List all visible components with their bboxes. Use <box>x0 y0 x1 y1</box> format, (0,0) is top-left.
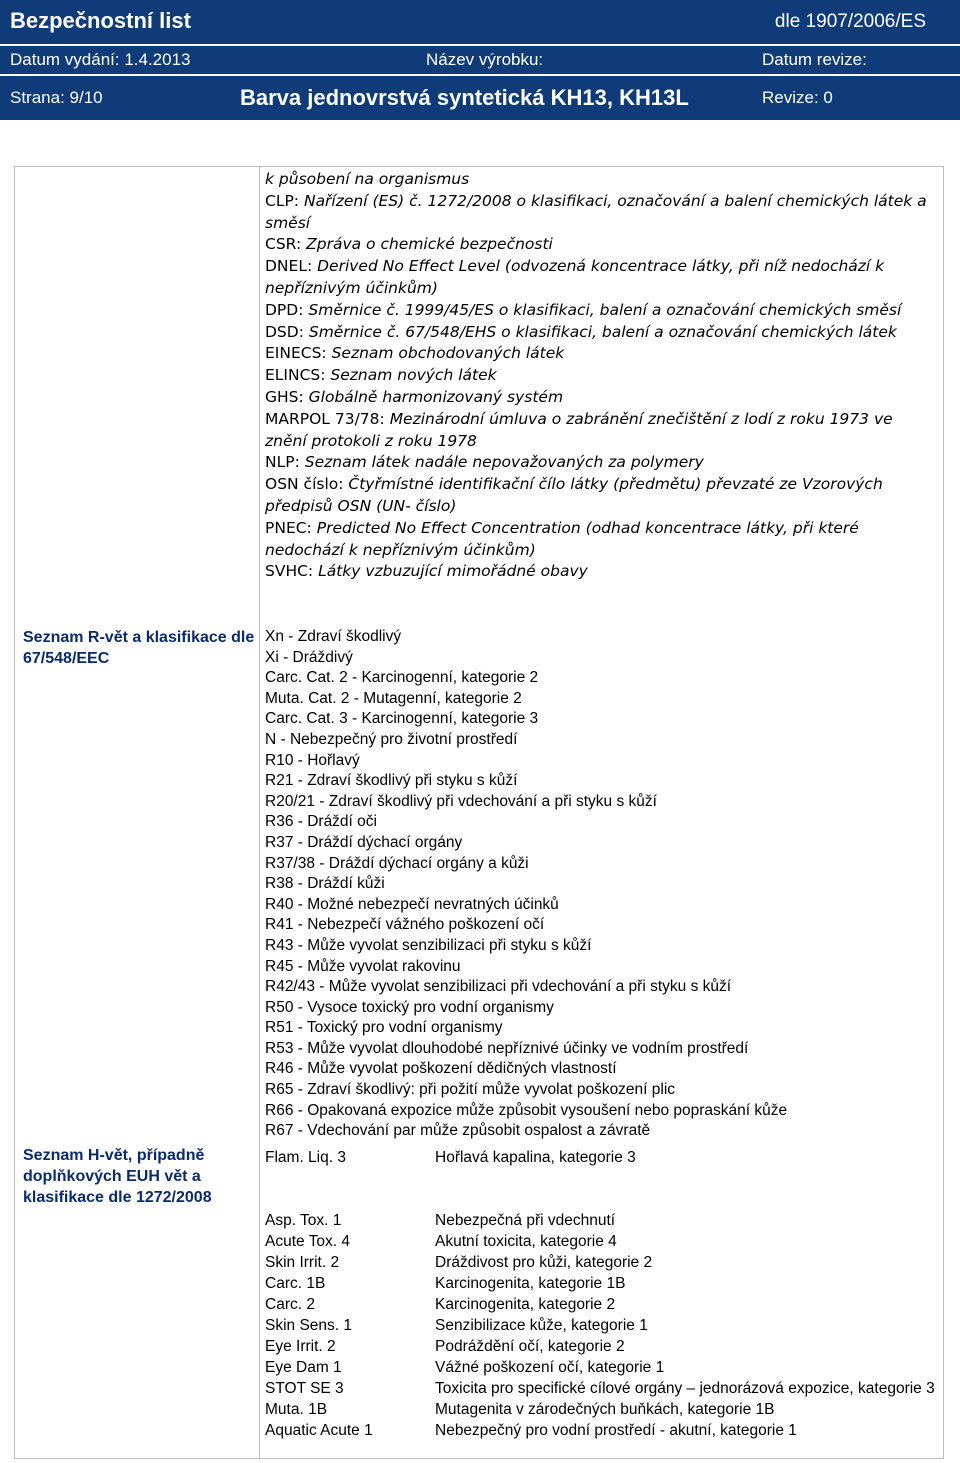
r-phrase-item: R20/21 - Zdraví škodlivý při vdechování a při styku s kůží <box>265 792 657 810</box>
abbreviation-key: GHS: <box>265 387 309 406</box>
header-row-title <box>0 0 960 44</box>
hazard-class-description: Vážné poškození očí, kategorie 1 <box>435 1359 665 1376</box>
abbreviation-item <box>265 300 935 322</box>
hazard-class-description: Karcinogenita, kategorie 1B <box>435 1275 626 1292</box>
h-classification-row <box>265 1294 935 1315</box>
abbreviation-item <box>265 474 935 518</box>
abbreviation-item <box>265 561 935 583</box>
product-name-label: Název výrobku: <box>426 50 544 69</box>
r-phrase-item: Xi - Dráždivý <box>265 648 353 666</box>
h-classification-row <box>265 1420 935 1441</box>
hazard-class-code: Skin Sens. 1 <box>265 1317 353 1334</box>
document-title: Bezpečnostní list <box>10 8 191 33</box>
abbreviation-value: Seznam nových látek <box>330 366 497 385</box>
revision-date-label: Datum revize: <box>762 50 867 69</box>
h-classification-row <box>265 1252 935 1273</box>
r-phrase-item: R43 - Může vyvolat senzibilizaci při styku s kůží <box>265 936 592 954</box>
hazard-class-code: Eye Dam 1 <box>265 1359 342 1376</box>
abbreviation-value: Derived No Effect Level (odvozená koncentrace látky, při níž nedochází k nepříznivým účinkům) <box>265 257 885 297</box>
abbreviation-value: Seznam obchodovaných látek <box>331 344 565 363</box>
abbreviation-item <box>265 169 935 191</box>
abbreviation-value: k působení na organismus <box>265 170 470 188</box>
h-classification-row <box>265 1336 935 1357</box>
hazard-class-description: Nebezpečný pro vodní prostředí - akutní, kategorie 1 <box>435 1422 797 1439</box>
r-phrase-item: R46 - Může vyvolat poškození dědičných vlastností <box>265 1060 617 1078</box>
hazard-class-code: STOT SE 3 <box>265 1380 344 1397</box>
hazard-class-description: Podráždění očí, kategorie 2 <box>435 1338 625 1355</box>
r-phrase-item: Carc. Cat. 2 - Karcinogenní, kategorie 2 <box>265 669 539 687</box>
hazard-class-description: Dráždivost pro kůži, kategorie 2 <box>435 1254 653 1271</box>
abbreviation-value: Mezinárodní úmluva o zabránění znečištění z lodí z roku 1973 ve znění protokoli z roku 1978 <box>265 409 893 450</box>
abbreviation-item <box>265 191 935 235</box>
abbreviation-value: Predicted No Effect Concentration (odhad koncentrace látky, při které nedochází k nepříznivým účinkům) <box>265 518 859 559</box>
abbreviation-list <box>265 169 935 583</box>
hazard-class-description: Hořlavá kapalina, kategorie 3 <box>435 1149 636 1166</box>
abbreviation-key: CSR: <box>265 235 307 254</box>
r-phrase-item: R65 - Zdraví škodlivý: při požití může vyvolat poškození plic <box>265 1081 676 1099</box>
hazard-class-code: Asp. Tox. 1 <box>265 1212 342 1229</box>
r-phrase-item: R10 - Hořlavý <box>265 751 360 769</box>
hazard-class-description: Karcinogenita, kategorie 2 <box>435 1296 616 1313</box>
abbreviation-item <box>265 452 935 474</box>
r-phrase-item: R50 - Vysoce toxický pro vodní organismy <box>265 998 554 1016</box>
hazard-class-code: Acute Tox. 4 <box>265 1233 351 1250</box>
h-classification-row <box>265 1231 935 1252</box>
r-phrase-item: R40 - Možné nebezpečí nevratných účinků <box>265 895 559 913</box>
r-phrase-item: N - Nebezpečný pro životní prostředí <box>265 730 518 748</box>
revision-number: Revize: 0 <box>762 88 833 107</box>
r-phrase-item: Carc. Cat. 3 - Karcinogenní, kategorie 3 <box>265 710 539 728</box>
h-classification-row <box>265 1210 935 1231</box>
abbreviation-value: Směrnice č. 1999/45/ES o klasifikaci, balení a označování chemických směsí <box>308 300 902 319</box>
abbreviation-value: Nařízení (ES) č. 1272/2008 o klasifikaci, označování a balení chemických látek a směsí <box>265 191 927 232</box>
abbreviation-item <box>265 365 935 387</box>
h-classification-row <box>265 1273 935 1294</box>
hazard-class-description: Mutagenita v zárodečných buňkách, kategorie 1B <box>435 1401 775 1418</box>
r-phrase-item: R38 - Dráždí kůži <box>265 875 385 893</box>
abbreviation-item <box>265 518 935 562</box>
h-classification-row <box>265 1147 935 1168</box>
hazard-class-code: Muta. 1B <box>265 1401 328 1418</box>
h-classification-table <box>265 1147 935 1441</box>
r-phrase-item: R53 - Může vyvolat dlouhodobé nepříznivé účinky ve vodním prostředí <box>265 1039 749 1057</box>
r-phrase-item: R42/43 - Může vyvolat senzibilizaci při vdechování a při styku s kůží <box>265 978 732 996</box>
hazard-class-code: Flam. Liq. 3 <box>265 1149 346 1166</box>
header-row-product <box>0 74 960 120</box>
abbreviation-key: EINECS: <box>265 344 332 363</box>
r-phrase-item: R37 - Dráždí dýchací orgány <box>265 833 463 851</box>
hazard-class-description: Nebezpečná při vdechnutí <box>435 1212 616 1229</box>
h-classification-row <box>265 1399 935 1420</box>
r-phrase-item: R41 - Nebezpečí vážného poškození očí <box>265 916 545 934</box>
abbreviation-key: DSD: <box>265 322 309 341</box>
r-phrase-item: R45 - Může vyvolat rakovinu <box>265 957 461 975</box>
abbreviation-item <box>265 256 935 300</box>
abbreviation-key: CLP: <box>265 191 304 210</box>
abbreviation-key: MARPOL 73/78: <box>265 409 390 428</box>
abbreviation-value: Globálně harmonizovaný systém <box>308 387 564 406</box>
abbreviation-key: DPD: <box>265 300 309 319</box>
abbreviation-value: Čtyřmístné identifikační čílo látky (předmětu) převzaté ze Vzorových předpisů OSN (UN- číslo) <box>265 475 883 515</box>
r-phrase-item: R21 - Zdraví škodlivý při styku s kůží <box>265 772 518 790</box>
abbreviation-item <box>265 409 935 453</box>
abbreviation-item <box>265 343 935 365</box>
abbreviation-value: Seznam látek nadále nepovažovaných za polymery <box>304 453 704 472</box>
abbreviation-key: ELINCS: <box>265 366 331 385</box>
r-phrase-item: R67 - Vdechování par může způsobit ospalost a závratě <box>265 1122 651 1140</box>
abbreviation-value: Látky vzbuzující mimořádné obavy <box>318 562 588 581</box>
r-phrase-item: R51 - Toxický pro vodní organismy <box>265 1019 503 1037</box>
h-classification-row <box>265 1378 935 1399</box>
abbreviation-key: OSN číslo: <box>265 475 349 494</box>
hazard-class-code: Aquatic Acute 1 <box>265 1422 373 1439</box>
abbreviation-item <box>265 322 935 344</box>
row-spacer <box>265 1168 935 1210</box>
document-header <box>0 0 960 118</box>
r-phrases-list <box>265 627 935 1142</box>
h-classification-row <box>265 1357 935 1378</box>
r-phrase-item: Xn - Zdraví škodlivý <box>265 628 402 645</box>
r-phrase-item: R66 - Opakovaná expozice může způsobit vysoušení nebo popraskání kůže <box>265 1101 788 1119</box>
hazard-class-code: Carc. 1B <box>265 1275 326 1292</box>
abbreviation-item <box>265 234 935 256</box>
abbreviation-key: PNEC: <box>265 518 317 537</box>
page-number: Strana: 9/10 <box>10 88 103 107</box>
hazard-class-code: Skin Irrit. 2 <box>265 1254 340 1271</box>
hazard-class-description: Senzibilizace kůže, kategorie 1 <box>435 1317 648 1334</box>
abbreviation-key: DNEL: <box>265 257 318 276</box>
h-classification-row <box>265 1315 935 1336</box>
abbreviation-item <box>265 387 935 409</box>
product-name: Barva jednovrstvá syntetická KH13, KH13L <box>240 85 689 110</box>
regulation-reference: dle 1907/2006/ES <box>774 11 926 32</box>
hazard-class-code: Eye Irrit. 2 <box>265 1338 336 1355</box>
date-issued: Datum vydání: 1.4.2013 <box>10 50 191 69</box>
r-phrases-label: Seznam R-vět a klasifikace dle 67/548/EEC <box>23 629 255 667</box>
hazard-class-code: Carc. 2 <box>265 1296 315 1313</box>
h-phrases-label: Seznam H-vět, případně doplňkových EUH vět a klasifikace dle 1272/2008 <box>23 1147 212 1206</box>
hazard-class-description: Akutní toxicita, kategorie 4 <box>435 1233 617 1250</box>
abbreviation-key: SVHC: <box>265 562 319 581</box>
header-row-dates <box>0 44 960 74</box>
abbreviation-value: Směrnice č. 67/548/EHS o klasifikaci, balení a označování chemických látek <box>308 322 897 341</box>
r-phrase-item: R37/38 - Dráždí dýchací orgány a kůži <box>265 854 529 872</box>
abbreviation-value: Zpráva o chemické bezpečnosti <box>306 235 553 254</box>
abbreviation-key: NLP: <box>265 453 305 472</box>
r-phrase-item: Muta. Cat. 2 - Mutagenní, kategorie 2 <box>265 689 522 707</box>
column-divider <box>259 167 260 1458</box>
r-phrase-item: R36 - Dráždí oči <box>265 813 377 831</box>
hazard-class-description: Toxicita pro specifické cílové orgány – jednorázová expozice, kategorie 3 <box>435 1380 935 1397</box>
content-table <box>14 166 944 1459</box>
